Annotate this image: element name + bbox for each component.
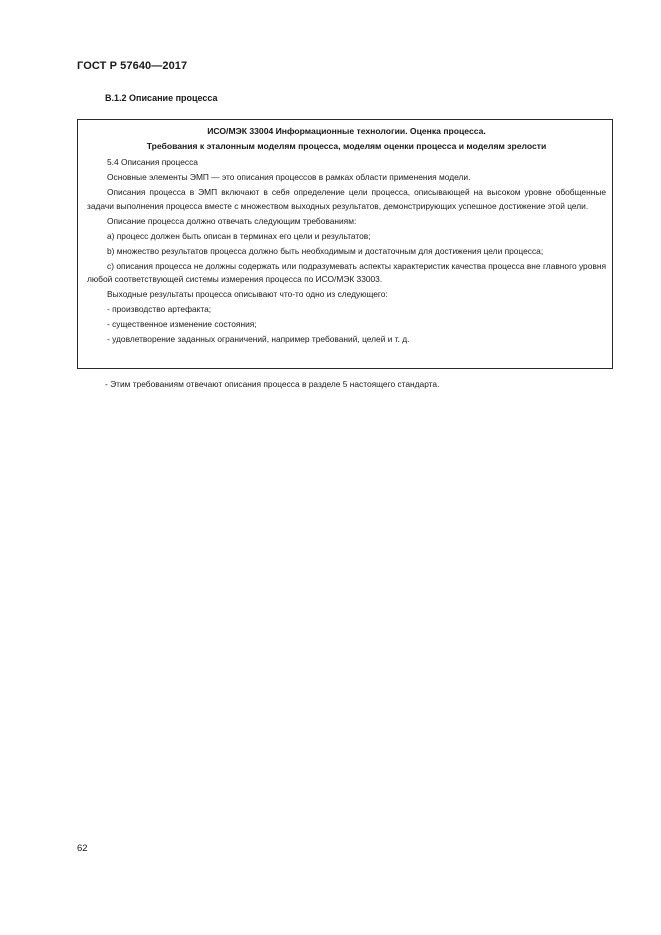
quoted-standard-title: ИСО/МЭК 33004 Информационные технологии. Оценка процесса.	[207, 126, 486, 136]
paragraph: Выходные результаты процесса описывают что-то одно из следующего:	[107, 289, 388, 299]
list-item: - существенное изменение состояния;	[107, 319, 257, 329]
quoted-standard-subtitle: Требования к эталонным моделям процесса, моделям оценки процесса и моделям зрелости	[146, 141, 547, 151]
paragraph: Описание процесса должно отвечать следующим требованиям:	[107, 215, 357, 226]
requirement-item: a) процесс должен быть описан в терминах его цели и результатов;	[107, 230, 371, 241]
requirement-item: b) множество результатов процесса должно быть необходимым и достаточным для достижения цели процесса;	[107, 245, 544, 256]
section-title: B.1.2 Описание процесса	[105, 93, 218, 103]
page-number: 62	[77, 843, 88, 854]
list-item: - удовлетворение заданных ограничений, например требований, целей и т. д.	[107, 334, 410, 344]
conformance-note: - Этим требованиям отвечают описания процесса в разделе 5 настоящего стандарта.	[105, 379, 440, 389]
clause-heading: 5.4 Описания процесса	[107, 157, 198, 167]
paragraph: Основные элементы ЭМП — это описания процессов в рамках области применения модели.	[107, 172, 471, 182]
list-item: - производство артефакта;	[107, 304, 212, 314]
requirement-item: c) описания процесса не должны содержать или подразумевать аспекты характеристик качества процесса вне главного уровня любой соответствующей системы измерения процесса по ИСО/МЭК 33003.	[87, 260, 606, 284]
paragraph: Описания процесса в ЭМП включают в себя определение цели процесса, описывающей на высоком уровне обобщенные задачи выполнения процесса вместе с множеством выходных результатов, демонстрирующих успешное достижение этой цели.	[87, 187, 606, 211]
document-code: ГОСТ Р 57640—2017	[77, 60, 188, 72]
quoted-standard-box	[77, 119, 613, 369]
